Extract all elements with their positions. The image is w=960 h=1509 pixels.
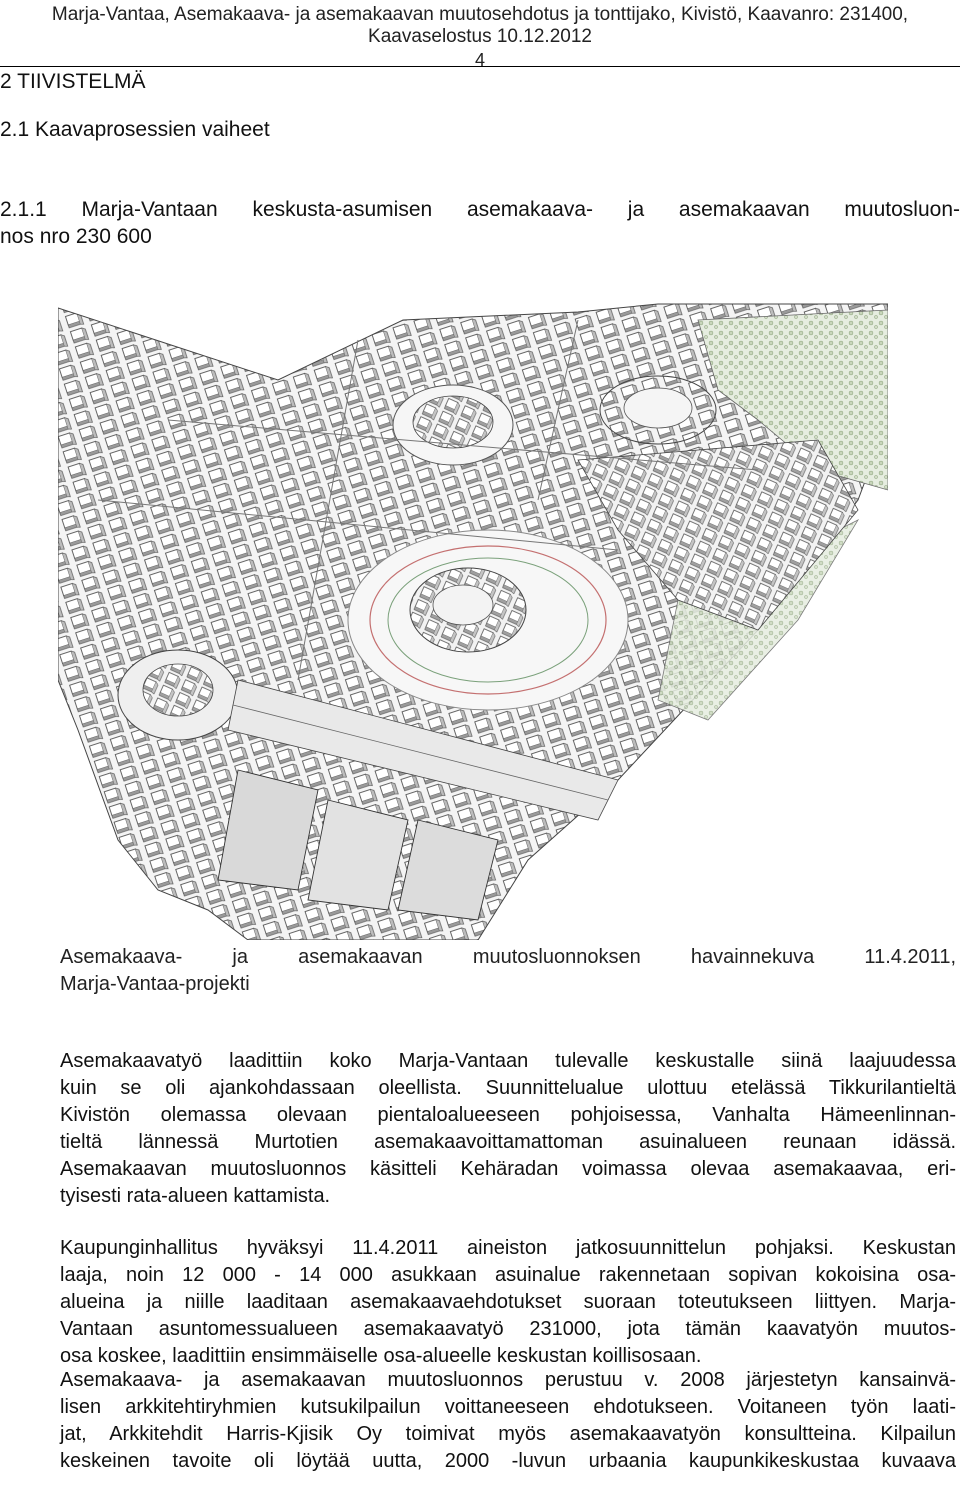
text-line: keskeinen tavoite oli löytää uutta, 2000 -luvun urbaania kaupunkikeskustaa kuvaava: [60, 1450, 956, 1472]
subsection-heading: 2.1 Kaavaprosessien vaiheet: [0, 118, 270, 141]
heading-line: nos nro 230 600: [0, 225, 152, 248]
caption-line: Marja-Vantaa-projekti: [60, 973, 250, 995]
text-line: Asemakaavan muutosluonnos käsitteli Kehäradan voimassa olevaa asemakaavaa, eri-: [60, 1158, 956, 1180]
text-line: Kivistön olemassa olevaan pientaloalueeseen pohjoisessa, Vanhalta Hämeenlinnan-: [60, 1104, 956, 1126]
section-heading: 2 TIIVISTELMÄ: [0, 70, 146, 93]
body-paragraph: [60, 1367, 956, 1475]
text-line: tieltä lännessä Murtotien asemakaavoittamattoman asuinalueen reunaan idässä.: [60, 1131, 956, 1153]
text-line: kuin se oli ajankohdassaan oleellista. Suunnittelualue ulottuu etelässä Tikkurilantieltä: [60, 1077, 956, 1099]
heading-line: 2.1.1 Marja-Vantaan keskusta-asumisen asemakaava- ja asemakaavan muutosluon-: [0, 198, 960, 221]
subsubsection-heading: [0, 196, 960, 250]
text-line: laaja, noin 12 000 - 14 000 asukkaan asuinalue rakennetaan sopivan kokoisina osa-: [60, 1264, 956, 1286]
text-line: Vantaan asuntomessualueen asemakaavatyö 231000, jota tämän kaavatyön muutos-: [60, 1318, 956, 1340]
text-line: jat, Arkkitehdit Harris-Kjisik Oy toimivat myös asemakaavatyön konsultteina. Kilpailun: [60, 1423, 956, 1445]
text-line: Kaupunginhallitus hyväksyi 11.4.2011 aineiston jatkosuunnittelun pohjaksi. Keskustan: [60, 1237, 956, 1259]
header-title-line: Marja-Vantaa, Asemakaava- ja asemakaavan muutosehdotus ja tonttijako, Kivistö, Kaavanro: 231400,: [51, 4, 909, 25]
caption-line: Asemakaava- ja asemakaavan muutosluonnoksen havainnekuva 11.4.2011,: [60, 946, 956, 968]
text-line: alueina ja niille laaditaan asemakaavaehdotukset suoraan toteutukseen liittyen. Marja-: [60, 1291, 956, 1313]
text-line: tyisesti rata-alueen kattamista.: [60, 1185, 331, 1207]
text-line: osa koskee, laadittiin ensimmäiselle osa-alueelle keskustan koillisosaan.: [60, 1345, 702, 1367]
text-line: lisen arkkitehtiryhmien kutsukilpailun voittaneeseen ehdotukseen. Voitaneen työn laati-: [60, 1396, 956, 1418]
header-date-line: Kaavaselostus 10.12.2012: [368, 26, 592, 47]
body-paragraph: [60, 1048, 956, 1210]
text-line: Asemakaavatyö laadittiin koko Marja-Vantaan tulevalle keskustalle siinä laajuudessa: [60, 1050, 956, 1072]
figure-caption: [60, 944, 956, 998]
text-line: Asemakaava- ja asemakaavan muutosluonnos perustuu v. 2008 järjestetyn kansainvä-: [60, 1369, 956, 1391]
header-divider: [0, 66, 960, 67]
masterplan-illustration: [58, 300, 888, 940]
body-paragraph: [60, 1235, 956, 1370]
page-number: 4: [474, 50, 485, 70]
